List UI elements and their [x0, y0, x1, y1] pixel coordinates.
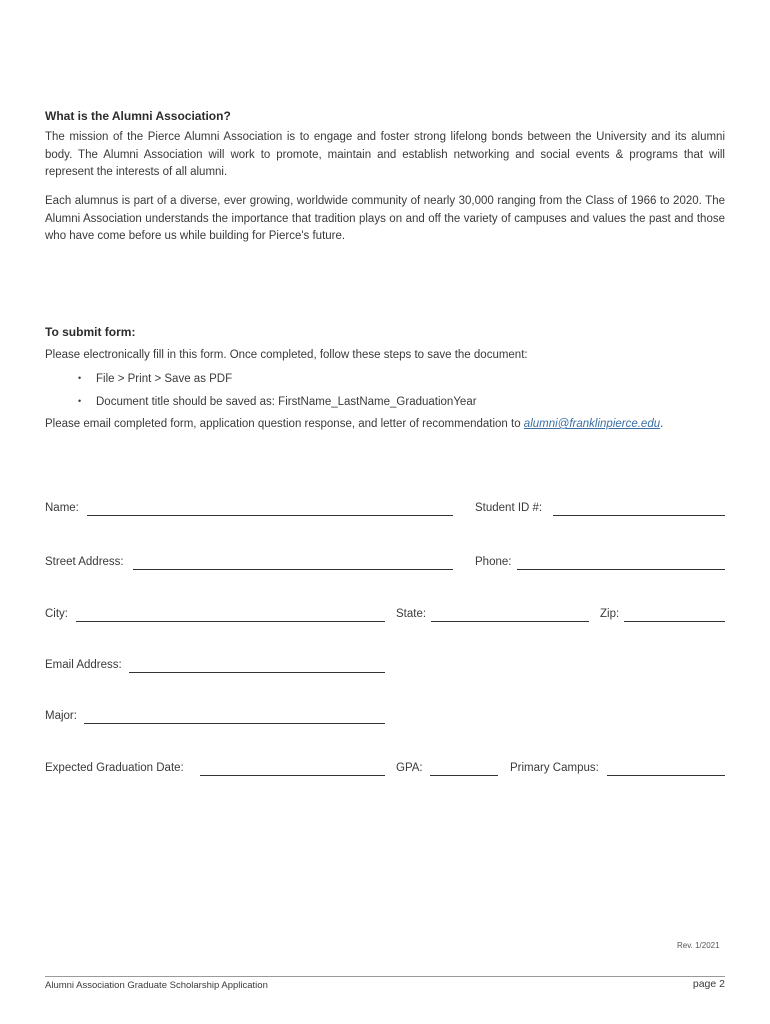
primary-campus-label: Primary Campus:	[510, 762, 599, 774]
about-paragraph-1: The mission of the Pierce Alumni Association is to engage and foster strong lifelong bonds between the University and its alumni body. The Alumni Association will work to promote, maintain and establish networking and social events & programs that will represent the interests of all alumni.	[45, 131, 725, 178]
major-field[interactable]	[84, 723, 385, 724]
list-item: • Document title should be saved as: FirstName_LastName_GraduationYear	[78, 393, 477, 410]
email-address-field[interactable]	[129, 672, 385, 673]
gpa-label: GPA:	[396, 762, 423, 774]
revision-note: Rev. 1/2021	[677, 941, 720, 950]
bullet-icon: •	[78, 396, 82, 406]
state-label: State:	[396, 608, 427, 620]
phone-field[interactable]	[517, 569, 725, 570]
student-id-field[interactable]	[553, 515, 725, 516]
graduation-date-label: Expected Graduation Date:	[45, 762, 184, 774]
list-item: • File > Print > Save as PDF	[78, 370, 232, 387]
page-number: page 2	[692, 978, 725, 990]
submit-intro: Please electronically fill in this form. Once completed, follow these steps to save the document:	[45, 349, 528, 361]
phone-label: Phone:	[475, 556, 512, 568]
section-heading-about: What is the Alumni Association?	[45, 109, 231, 123]
section-heading-submit: To submit form:	[45, 325, 136, 339]
primary-campus-field[interactable]	[607, 775, 725, 776]
footer-divider	[45, 976, 725, 977]
email-link[interactable]: alumni@franklinpierce.edu	[523, 418, 661, 430]
about-paragraph-2: Each alumnus is part of a diverse, ever growing, worldwide community of nearly 30,000 ranging from the Class of 1966 to 2020. The Alumni Association understands the importance that tradition plays on and off the variety of campuses and values the past and those who have come before us while building for Pierce's future.	[45, 195, 725, 242]
city-field[interactable]	[76, 621, 385, 622]
city-label: City:	[45, 608, 68, 620]
street-address-field[interactable]	[133, 569, 453, 570]
bullet-icon: •	[78, 373, 82, 383]
email-address-label: Email Address:	[45, 659, 122, 671]
student-id-label: Student ID #:	[475, 502, 543, 514]
zip-label: Zip:	[600, 608, 620, 620]
submit-email-instructions: Please email completed form, application question response, and letter of recommendation to alumni@franklinpierce.edu.	[45, 418, 664, 430]
name-field[interactable]	[87, 515, 453, 516]
gpa-field[interactable]	[430, 775, 498, 776]
zip-field[interactable]	[624, 621, 725, 622]
graduation-date-field[interactable]	[200, 775, 385, 776]
state-field[interactable]	[431, 621, 589, 622]
street-address-label: Street Address:	[45, 556, 124, 568]
footer-title: Alumni Association Graduate Scholarship Application	[45, 980, 268, 991]
name-label: Name:	[45, 502, 79, 514]
major-label: Major:	[45, 710, 77, 722]
